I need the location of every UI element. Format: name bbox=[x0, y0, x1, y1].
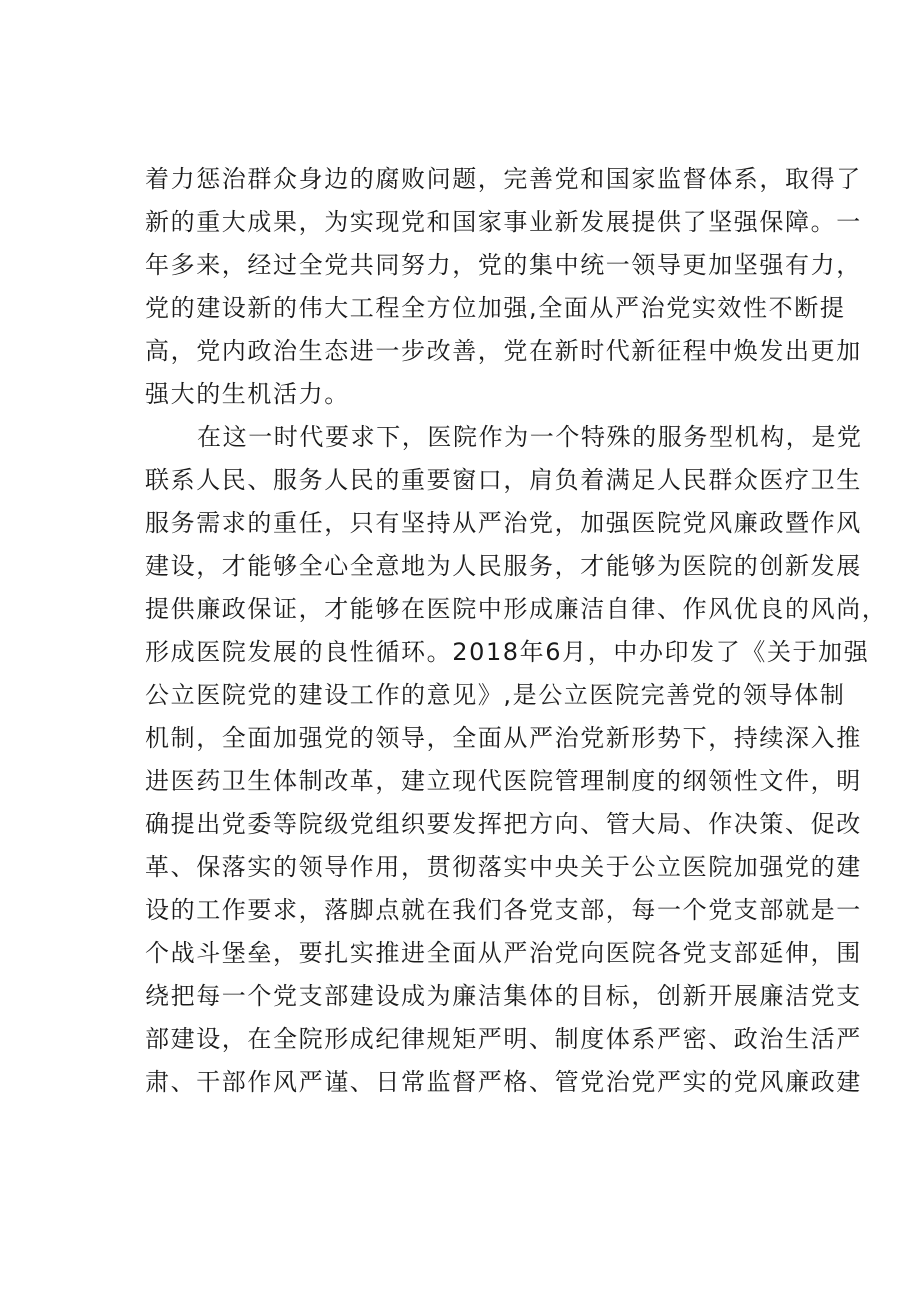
text-line: 公立医院党的建设工作的意见》,是公立医院完善党的领导体制 bbox=[145, 681, 846, 709]
text-line: 提供廉政保证，才能够在医院中形成廉洁自律、作风优良的风尚， bbox=[145, 595, 888, 623]
text-line: 个战斗堡垒，要扎实推进全面从严治党向医院各党支部延伸，围 bbox=[145, 939, 862, 967]
document-body bbox=[145, 158, 888, 1104]
text-line: 新的重大成果，为实现党和国家事业新发展提供了坚强保障。一 bbox=[145, 208, 862, 236]
paragraph-1 bbox=[145, 158, 862, 416]
text-line: 高，党内政治生态进一步改善，党在新时代新征程中焕发出更加 bbox=[145, 337, 862, 365]
text-line: 强大的生机活力。 bbox=[145, 380, 350, 408]
text-line: 进医药卫生体制改革，建立现代医院管理制度的纲领性文件，明 bbox=[145, 767, 862, 795]
text-line: 部建设，在全院形成纪律规矩严明、制度体系严密、政治生活严 bbox=[145, 1025, 862, 1053]
paragraph-2 bbox=[145, 416, 888, 1104]
text-line: 确提出党委等院级党组织要发挥把方向、管大局、作决策、促改 bbox=[145, 810, 862, 838]
text-line: 联系人民、服务人民的重要窗口，肩负着满足人民群众医疗卫生 bbox=[145, 466, 862, 494]
text-line: 年多来，经过全党共同努力，党的集中统一领导更加坚强有力， bbox=[145, 251, 862, 279]
text-line: 服务需求的重任，只有坚持从严治党，加强医院党风廉政暨作风 bbox=[145, 509, 862, 537]
text-line: 着力惩治群众身边的腐败问题，完善党和国家监督体系，取得了 bbox=[145, 165, 862, 193]
text-line: 建设，才能够全心全意地为人民服务，才能够为医院的创新发展 bbox=[145, 552, 862, 580]
text-line: 形成医院发展的良性循环。2018年6月，中办印发了《关于加强 bbox=[145, 638, 870, 666]
text-line: 革、保落实的领导作用，贯彻落实中央关于公立医院加强党的建 bbox=[145, 853, 862, 881]
text-line: 设的工作要求，落脚点就在我们各党支部，每一个党支部就是一 bbox=[145, 896, 862, 924]
text-line: 在这一时代要求下，医院作为一个特殊的服务型机构，是党 bbox=[197, 423, 863, 451]
text-line: 绕把每一个党支部建设成为廉洁集体的目标，创新开展廉洁党支 bbox=[145, 982, 862, 1010]
text-line: 党的建设新的伟大工程全方位加强,全面从严治党实效性不断提 bbox=[145, 294, 846, 322]
text-line: 机制，全面加强党的领导，全面从严治党新形势下，持续深入推 bbox=[145, 724, 862, 752]
text-line: 肃、干部作风严谨、日常监督严格、管党治党严实的党风廉政建 bbox=[145, 1068, 862, 1096]
